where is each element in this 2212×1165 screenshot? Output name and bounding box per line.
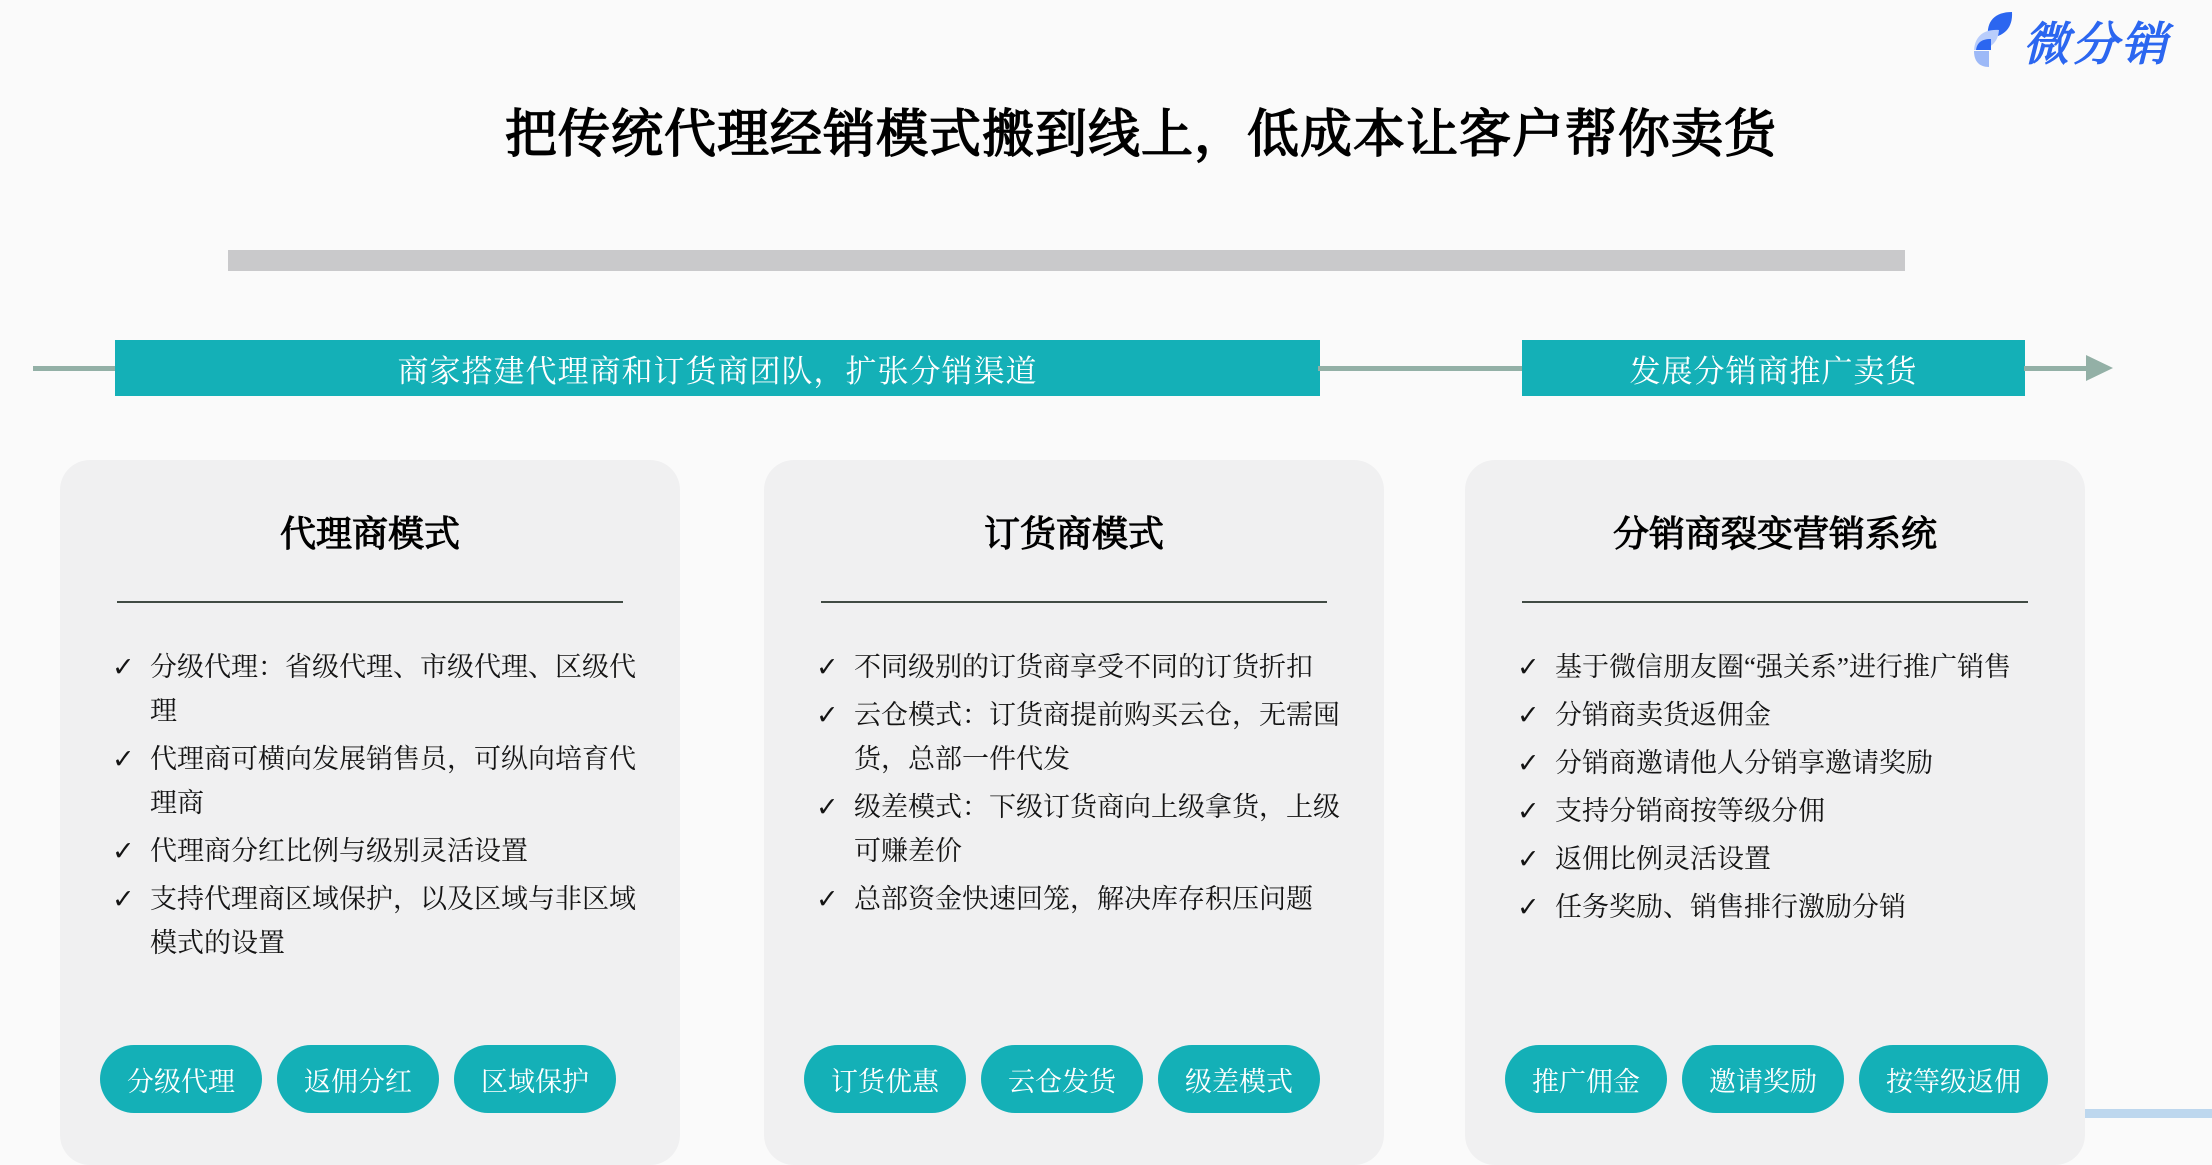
tag-pill: 邀请奖励: [1682, 1045, 1844, 1113]
feature-text: 任务奖励、销售排行激励分销: [1555, 892, 1906, 922]
tag-pill: 分级代理: [100, 1045, 262, 1113]
card-tags: [100, 1045, 616, 1113]
card-title: 代理商模式: [279, 514, 460, 554]
card-title: 分销商裂变营销系统: [1612, 514, 1937, 554]
tag-pill: 区域保护: [454, 1045, 616, 1113]
card-divider: [821, 601, 1327, 603]
mode-card: [60, 460, 680, 1165]
feature-item: [816, 645, 1356, 689]
check-icon: ✓: [816, 792, 839, 822]
mode-card: [1465, 460, 2085, 1165]
check-icon: ✓: [816, 700, 839, 730]
title-underbar: [228, 250, 1905, 271]
check-icon: ✓: [1517, 652, 1540, 682]
feature-item: [816, 785, 1356, 873]
feature-item: [112, 829, 652, 873]
check-icon: ✓: [1517, 700, 1540, 730]
mode-card: [764, 460, 1384, 1165]
page-title: 把传统代理经销模式搬到线上，低成本让客户帮你卖货: [504, 107, 1777, 164]
flow-connector-middle: [1318, 366, 1524, 371]
brand-logo[interactable]: [1967, 8, 2170, 74]
feature-text: 返佣比例灵活设置: [1555, 844, 1771, 874]
feature-item: [1517, 741, 2057, 785]
feature-item: [816, 877, 1356, 921]
feature-item: [816, 693, 1356, 781]
tag-pill: 按等级返佣: [1859, 1045, 2048, 1113]
card-tags: [1505, 1045, 2048, 1113]
feature-text: 分销商邀请他人分销享邀请奖励: [1555, 748, 1933, 778]
tag-pill: 级差模式: [1158, 1045, 1320, 1113]
feature-item: [1517, 693, 2057, 737]
feature-item: [1517, 645, 2057, 689]
card-tags: [804, 1045, 1320, 1113]
bottom-decor-bar: [2085, 1109, 2212, 1118]
card-divider: [1522, 601, 2028, 603]
tag-pill: 云仓发货: [981, 1045, 1143, 1113]
feature-text: 代理商可横向发展销售员，可纵向培育代理商: [150, 744, 636, 818]
check-icon: ✓: [1517, 796, 1540, 826]
card-feature-list: [1517, 645, 2057, 929]
feature-text: 不同级别的订货商享受不同的订货折扣: [854, 652, 1313, 682]
feature-item: [1517, 789, 2057, 833]
feature-text: 支持代理商区域保护，以及区域与非区域模式的设置: [150, 884, 636, 958]
feature-text: 代理商分红比例与级别灵活设置: [150, 836, 528, 866]
check-icon: ✓: [816, 884, 839, 914]
flow-step-merchant-banner: 商家搭建代理商和订货商团队，扩张分销渠道: [115, 340, 1320, 396]
feature-item: [112, 737, 652, 825]
card-divider: [117, 601, 623, 603]
feature-text: 支持分销商按等级分佣: [1555, 796, 1825, 826]
feature-item: [112, 877, 652, 965]
check-icon: ✓: [112, 652, 135, 682]
flow-step-distributor-banner: 发展分销商推广卖货: [1522, 340, 2025, 396]
flow-connector-right: [2024, 366, 2088, 371]
check-icon: ✓: [1517, 892, 1540, 922]
tag-pill: 推广佣金: [1505, 1045, 1667, 1113]
tag-pill: 返佣分红: [277, 1045, 439, 1113]
flow-arrow-icon: [2086, 355, 2113, 381]
feature-item: [1517, 837, 2057, 881]
card-feature-list: [816, 645, 1356, 921]
flow-connector-left: [33, 366, 117, 371]
feature-text: 级差模式：下级订货商向上级拿货，上级可赚差价: [854, 792, 1340, 866]
feature-item: [1517, 885, 2057, 929]
feature-text: 基于微信朋友圈“强关系”进行推广销售: [1555, 652, 2011, 682]
check-icon: ✓: [1517, 748, 1540, 778]
tag-pill: 订货优惠: [804, 1045, 966, 1113]
check-icon: ✓: [816, 652, 839, 682]
brand-name: 微分销: [2023, 18, 2170, 70]
card-title: 订货商模式: [983, 514, 1164, 554]
check-icon: ✓: [112, 884, 135, 914]
check-icon: ✓: [112, 744, 135, 774]
check-icon: ✓: [112, 836, 135, 866]
check-icon: ✓: [1517, 844, 1540, 874]
brand-leaf-icon: [1967, 9, 2013, 74]
feature-text: 分销商卖货返佣金: [1555, 700, 1771, 730]
card-feature-list: [112, 645, 652, 965]
feature-text: 分级代理：省级代理、市级代理、区级代理: [150, 652, 636, 726]
feature-text: 云仓模式：订货商提前购买云仓，无需囤货，总部一件代发: [854, 700, 1340, 774]
feature-text: 总部资金快速回笼，解决库存积压问题: [854, 884, 1313, 914]
feature-item: [112, 645, 652, 733]
